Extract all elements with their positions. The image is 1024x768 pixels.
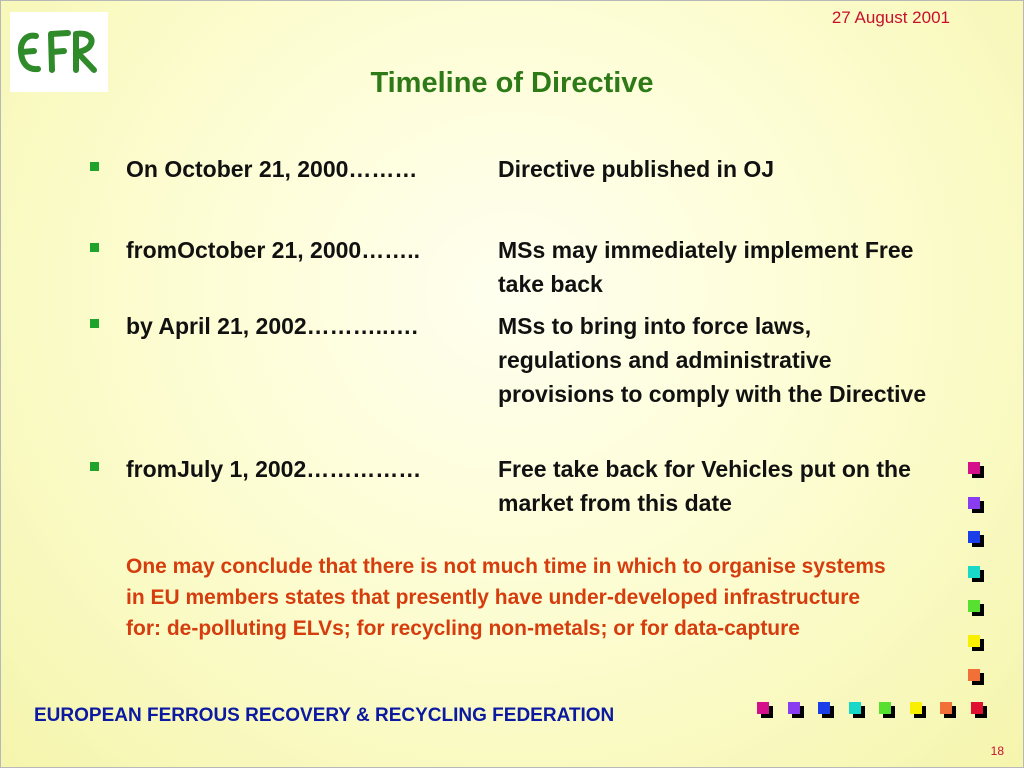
timeline-date: On October 21, 2000……… bbox=[126, 156, 418, 182]
decorative-square-icon bbox=[971, 702, 985, 716]
page-number: 18 bbox=[990, 744, 1004, 758]
decorative-square-icon bbox=[818, 702, 832, 716]
decorative-square-icon bbox=[940, 702, 954, 716]
bullet-square-icon bbox=[90, 162, 99, 171]
decorative-square-icon bbox=[968, 669, 982, 683]
bullet-square-icon bbox=[90, 462, 99, 471]
timeline-description: MSs may immediately implement Free take back bbox=[498, 237, 914, 297]
decorative-square-icon bbox=[757, 702, 771, 716]
timeline-description: Directive published in OJ bbox=[498, 156, 775, 182]
bullet-square-icon bbox=[90, 243, 99, 252]
decorative-square-icon bbox=[910, 702, 924, 716]
slide-date: 27 August 2001 bbox=[831, 8, 950, 27]
timeline-date: by April 21, 2002………..…. bbox=[126, 313, 418, 339]
decorative-square-icon bbox=[788, 702, 802, 716]
decorative-square-icon bbox=[968, 566, 982, 580]
decorative-square-icon bbox=[968, 497, 982, 511]
conclusion-text: One may conclude that there is not much time in which to organise systems in EU members states that presently have under-developed infrastructure for: de-polluting ELVs; for recycling non-metals; or for data-capture bbox=[126, 555, 886, 640]
decorative-square-icon bbox=[849, 702, 863, 716]
timeline-description: Free take back for Vehicles put on the market from this date bbox=[498, 456, 911, 516]
timeline-description: MSs to bring into force laws, regulations and administrative provisions to comply with the Directive bbox=[498, 313, 927, 407]
bullet-square-icon bbox=[90, 319, 99, 328]
timeline-date: fromJuly 1, 2002…………… bbox=[126, 456, 422, 482]
decorative-square-icon bbox=[968, 635, 982, 649]
slide-title: Timeline of Directive bbox=[370, 67, 654, 99]
decorative-square-icon bbox=[879, 702, 893, 716]
decorative-square-icon bbox=[968, 531, 982, 545]
decorative-square-icon bbox=[968, 600, 982, 614]
timeline-date: fromOctober 21, 2000…….. bbox=[126, 237, 420, 263]
decorative-square-icon bbox=[968, 462, 982, 476]
footer-organization: EUROPEAN FERROUS RECOVERY & RECYCLING FEDERATION bbox=[34, 705, 615, 726]
